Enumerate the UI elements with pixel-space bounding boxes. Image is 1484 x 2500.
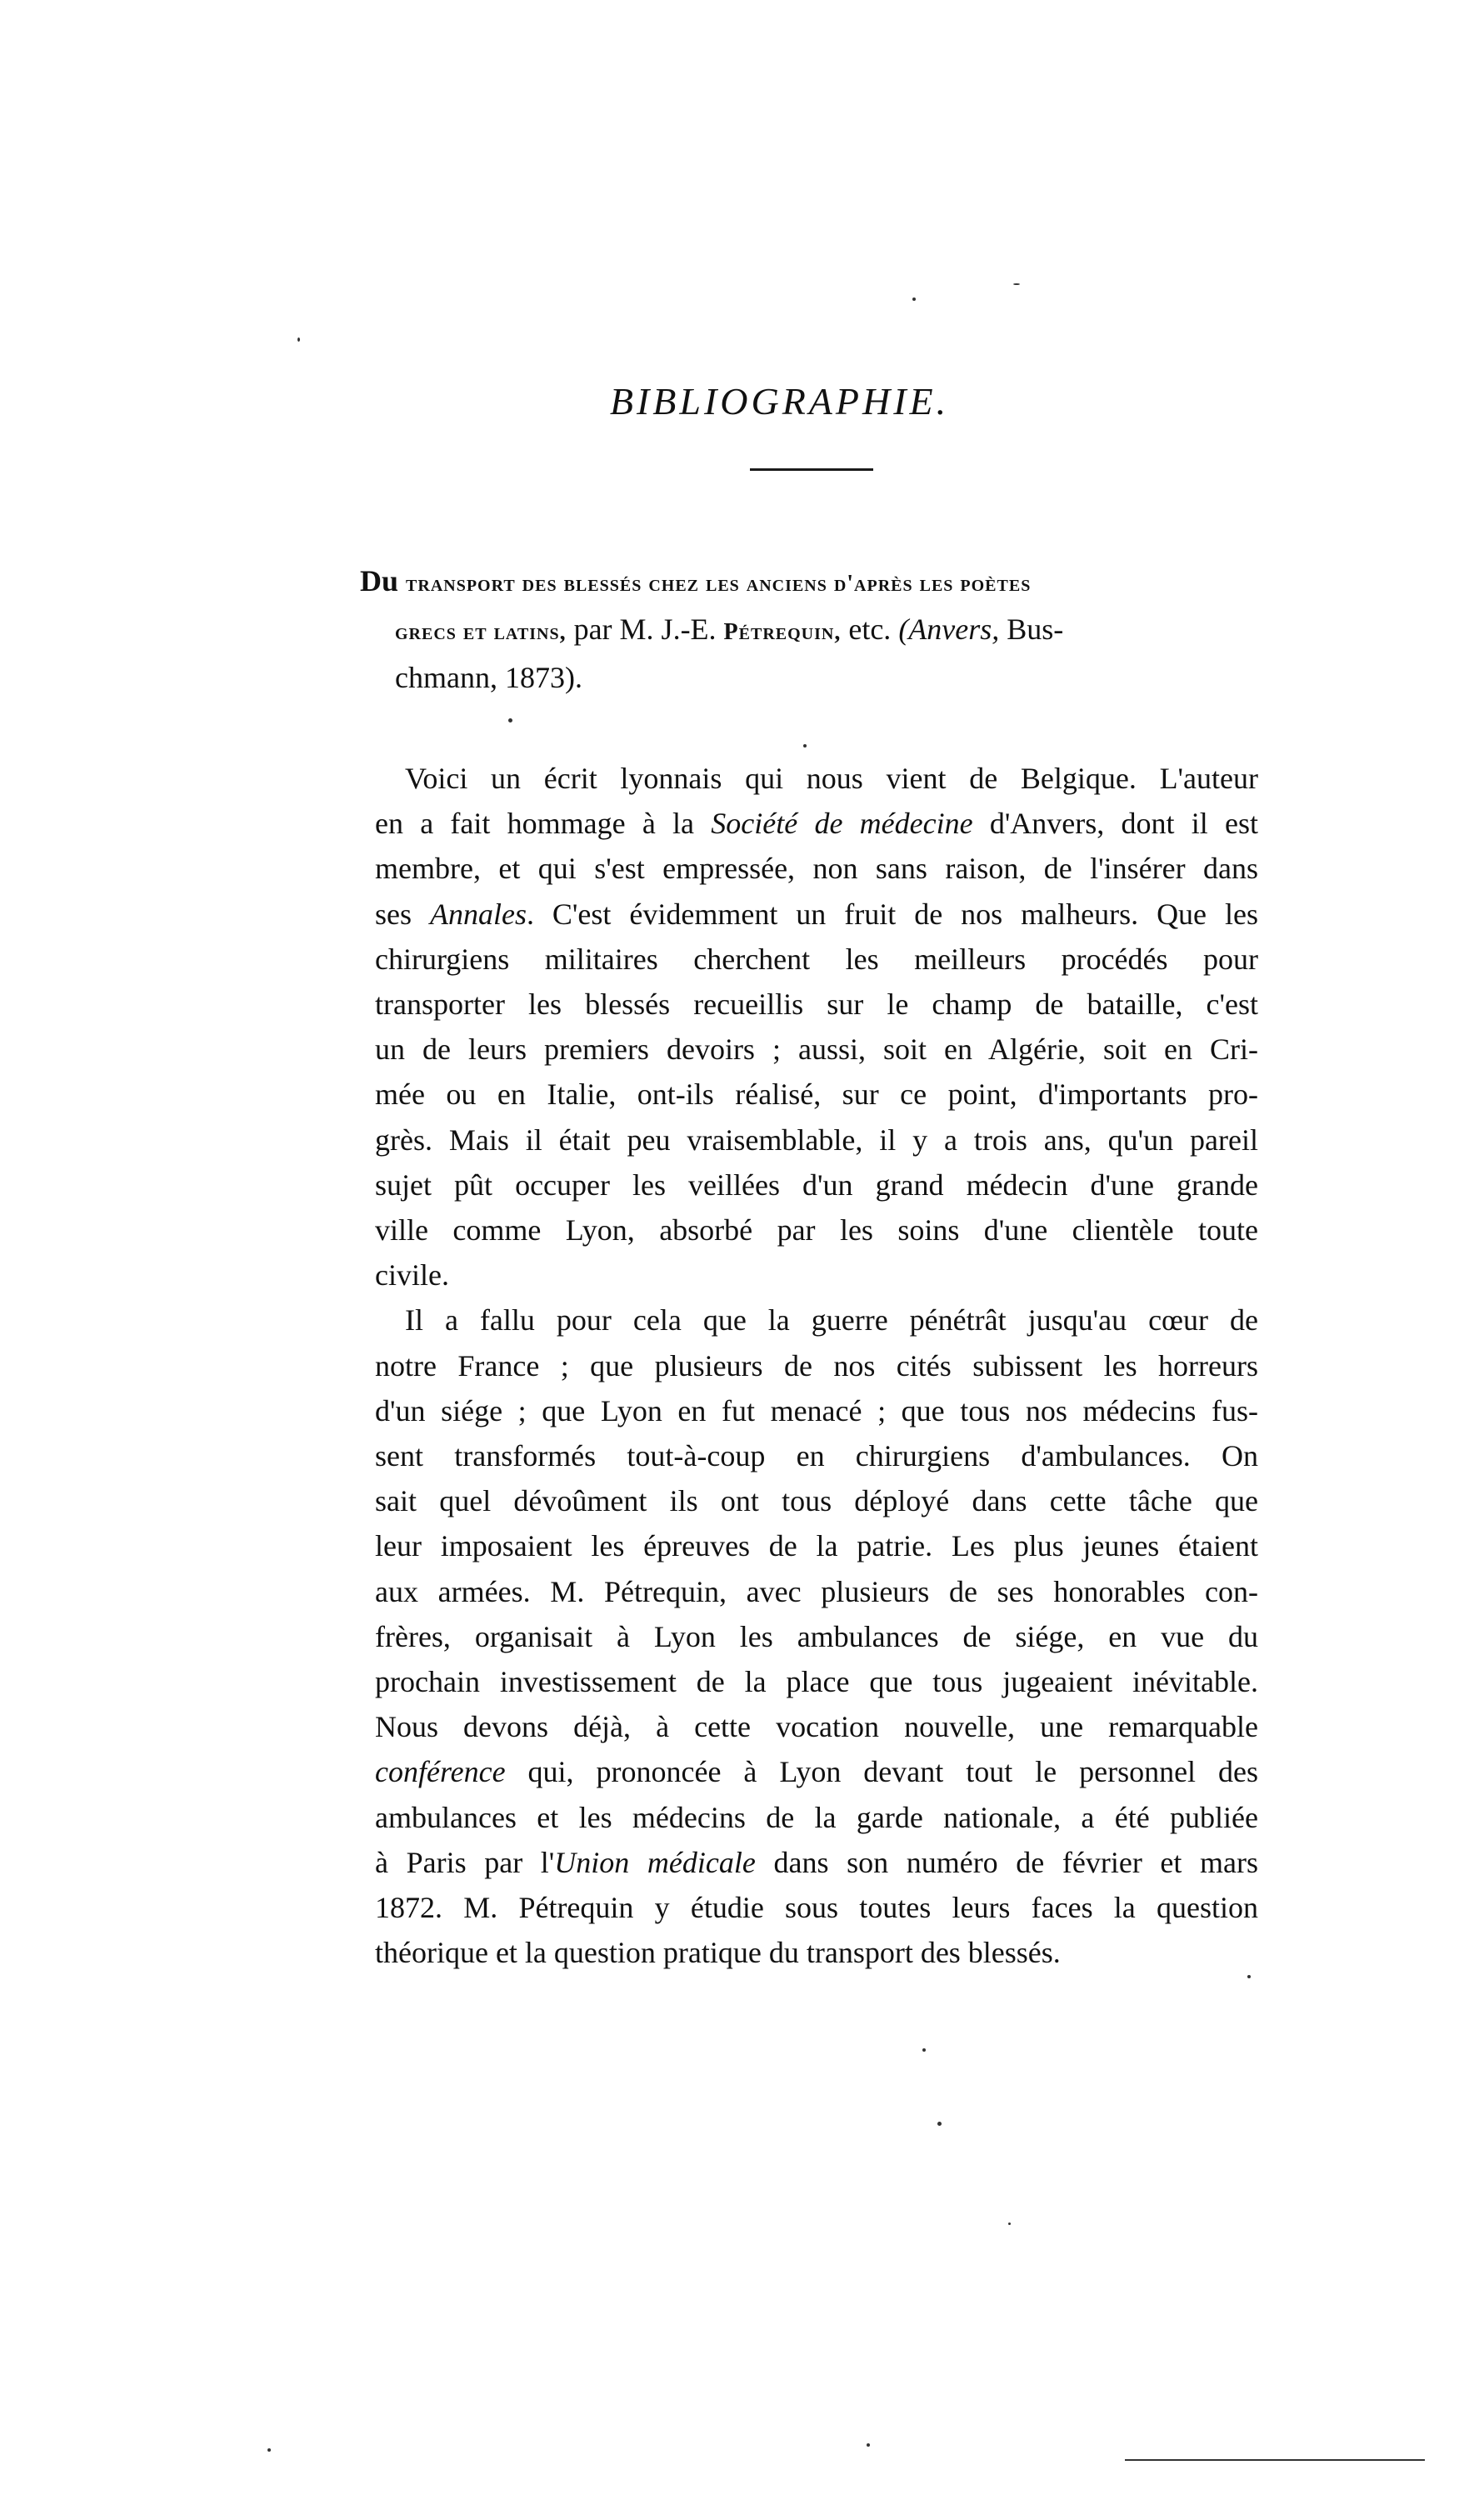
scan-speck — [922, 2048, 926, 2052]
text-line: Il a fallu pour cela que la guerre pénétrât jusqu'au cœur de — [405, 1303, 1258, 1338]
text-line: 1872. M. Pétrequin y étudie sous toutes leurs faces la question — [375, 1891, 1258, 1925]
text-line: mée ou en Italie, ont-ils réalisé, sur ce point, d'importants pro- — [375, 1078, 1258, 1112]
citation-line-3: chmann, 1873). — [395, 661, 582, 694]
text-line: ambulances et les médecins de la garde nationale, a été publiée — [375, 1800, 1258, 1834]
text-line: sent transformés tout-à-coup en chirurgiens d'ambulances. On — [375, 1439, 1258, 1473]
bibliographic-citation — [360, 558, 1264, 700]
citation-title-cont: grecs et latins, — [395, 619, 567, 645]
review-body — [375, 756, 1258, 1975]
text-line: chirurgiens militaires cherchent les meilleurs procédés pour — [375, 942, 1258, 976]
section-heading: BIBLIOGRAPHIE. — [609, 380, 950, 422]
text-line: ville comme Lyon, absorbé par les soins d'une clientèle toute — [375, 1213, 1258, 1248]
text-line: sujet pût occuper les veillées d'un grand médecin d'une grande — [375, 1168, 1258, 1202]
text-line: notre France ; que plusieurs de nos cités subissent les horreurs — [375, 1348, 1258, 1382]
text-line: sait quel dévoûment ils ont tous déployé dans cette tâche que — [375, 1484, 1258, 1518]
paragraph-2 — [375, 1298, 1258, 1975]
citation-publisher: Bus- — [1007, 612, 1064, 646]
text-line: d'un siége ; que Lyon en fut menacé ; que tous nos médecins fus- — [375, 1393, 1258, 1428]
text-line: frères, organisait à Lyon les ambulances de siége, en vue du — [375, 1619, 1258, 1653]
text-line: à Paris par l'Union médicale dans son numéro de février et mars — [375, 1845, 1259, 1879]
text-line: membre, et qui s'est empressée, non sans raison, de l'insérer dans — [375, 852, 1258, 886]
citation-line-2 — [360, 607, 1264, 655]
text-line: transporter les blessés recueillis sur le champ de bataille, c'est — [375, 988, 1258, 1022]
text-line: un de leurs premiers devoirs ; aussi, soit en Algérie, soit en Cri- — [375, 1032, 1258, 1067]
text-line: théorique et la question pratique du transport des blessés. — [375, 1936, 1061, 1970]
text-line: aux armées. M. Pétrequin, avec plusieurs de ses honorables con- — [375, 1574, 1258, 1608]
scan-speck — [297, 338, 300, 342]
citation-title-first: Du — [360, 564, 399, 598]
heading-rule — [750, 468, 873, 471]
citation-author-prefix: par M. J.-E. — [573, 612, 717, 646]
scan-speck — [803, 744, 807, 748]
scan-speck — [1008, 2222, 1011, 2225]
citation-author: Pétrequin, — [723, 619, 842, 645]
scan-speck — [508, 718, 512, 722]
text-line: prochain investissement de la place que tous jugeaient inévitable. — [375, 1665, 1258, 1699]
scan-speck — [1247, 1975, 1251, 1978]
text-line: Voici un écrit lyonnais qui nous vient de Belgique. L'auteur — [405, 762, 1258, 795]
scan-speck — [912, 298, 916, 301]
scan-speck — [1125, 2459, 1425, 2461]
scan-speck — [1013, 283, 1020, 285]
text-line: en a fait hommage à la Société de médecine d'Anvers, dont il est — [375, 807, 1258, 841]
citation-place: (Anvers, — [898, 612, 1000, 646]
text-line: civile. — [375, 1258, 449, 1292]
text-line: Nous devons déjà, à cette vocation nouvelle, une remarquable — [375, 1710, 1258, 1744]
scan-speck — [267, 2448, 271, 2452]
paragraph-1 — [375, 756, 1258, 1298]
citation-line-1 — [360, 558, 1264, 607]
scan-speck — [937, 2122, 942, 2126]
scan-speck — [867, 2443, 870, 2447]
citation-etc: etc. — [848, 612, 892, 646]
text-line: ses Annales. C'est évidemment un fruit de nos malheurs. Que les — [375, 897, 1258, 931]
citation-title: transport des blessés chez les anciens d'après les poètes — [406, 571, 1032, 597]
text-line: leur imposaient les épreuves de la patrie. Les plus jeunes étaient — [375, 1529, 1258, 1563]
text-line: conférence qui, prononcée à Lyon devant tout le personnel des — [375, 1755, 1258, 1789]
text-line: grès. Mais il était peu vraisemblable, il y a trois ans, qu'un pareil — [375, 1122, 1258, 1157]
